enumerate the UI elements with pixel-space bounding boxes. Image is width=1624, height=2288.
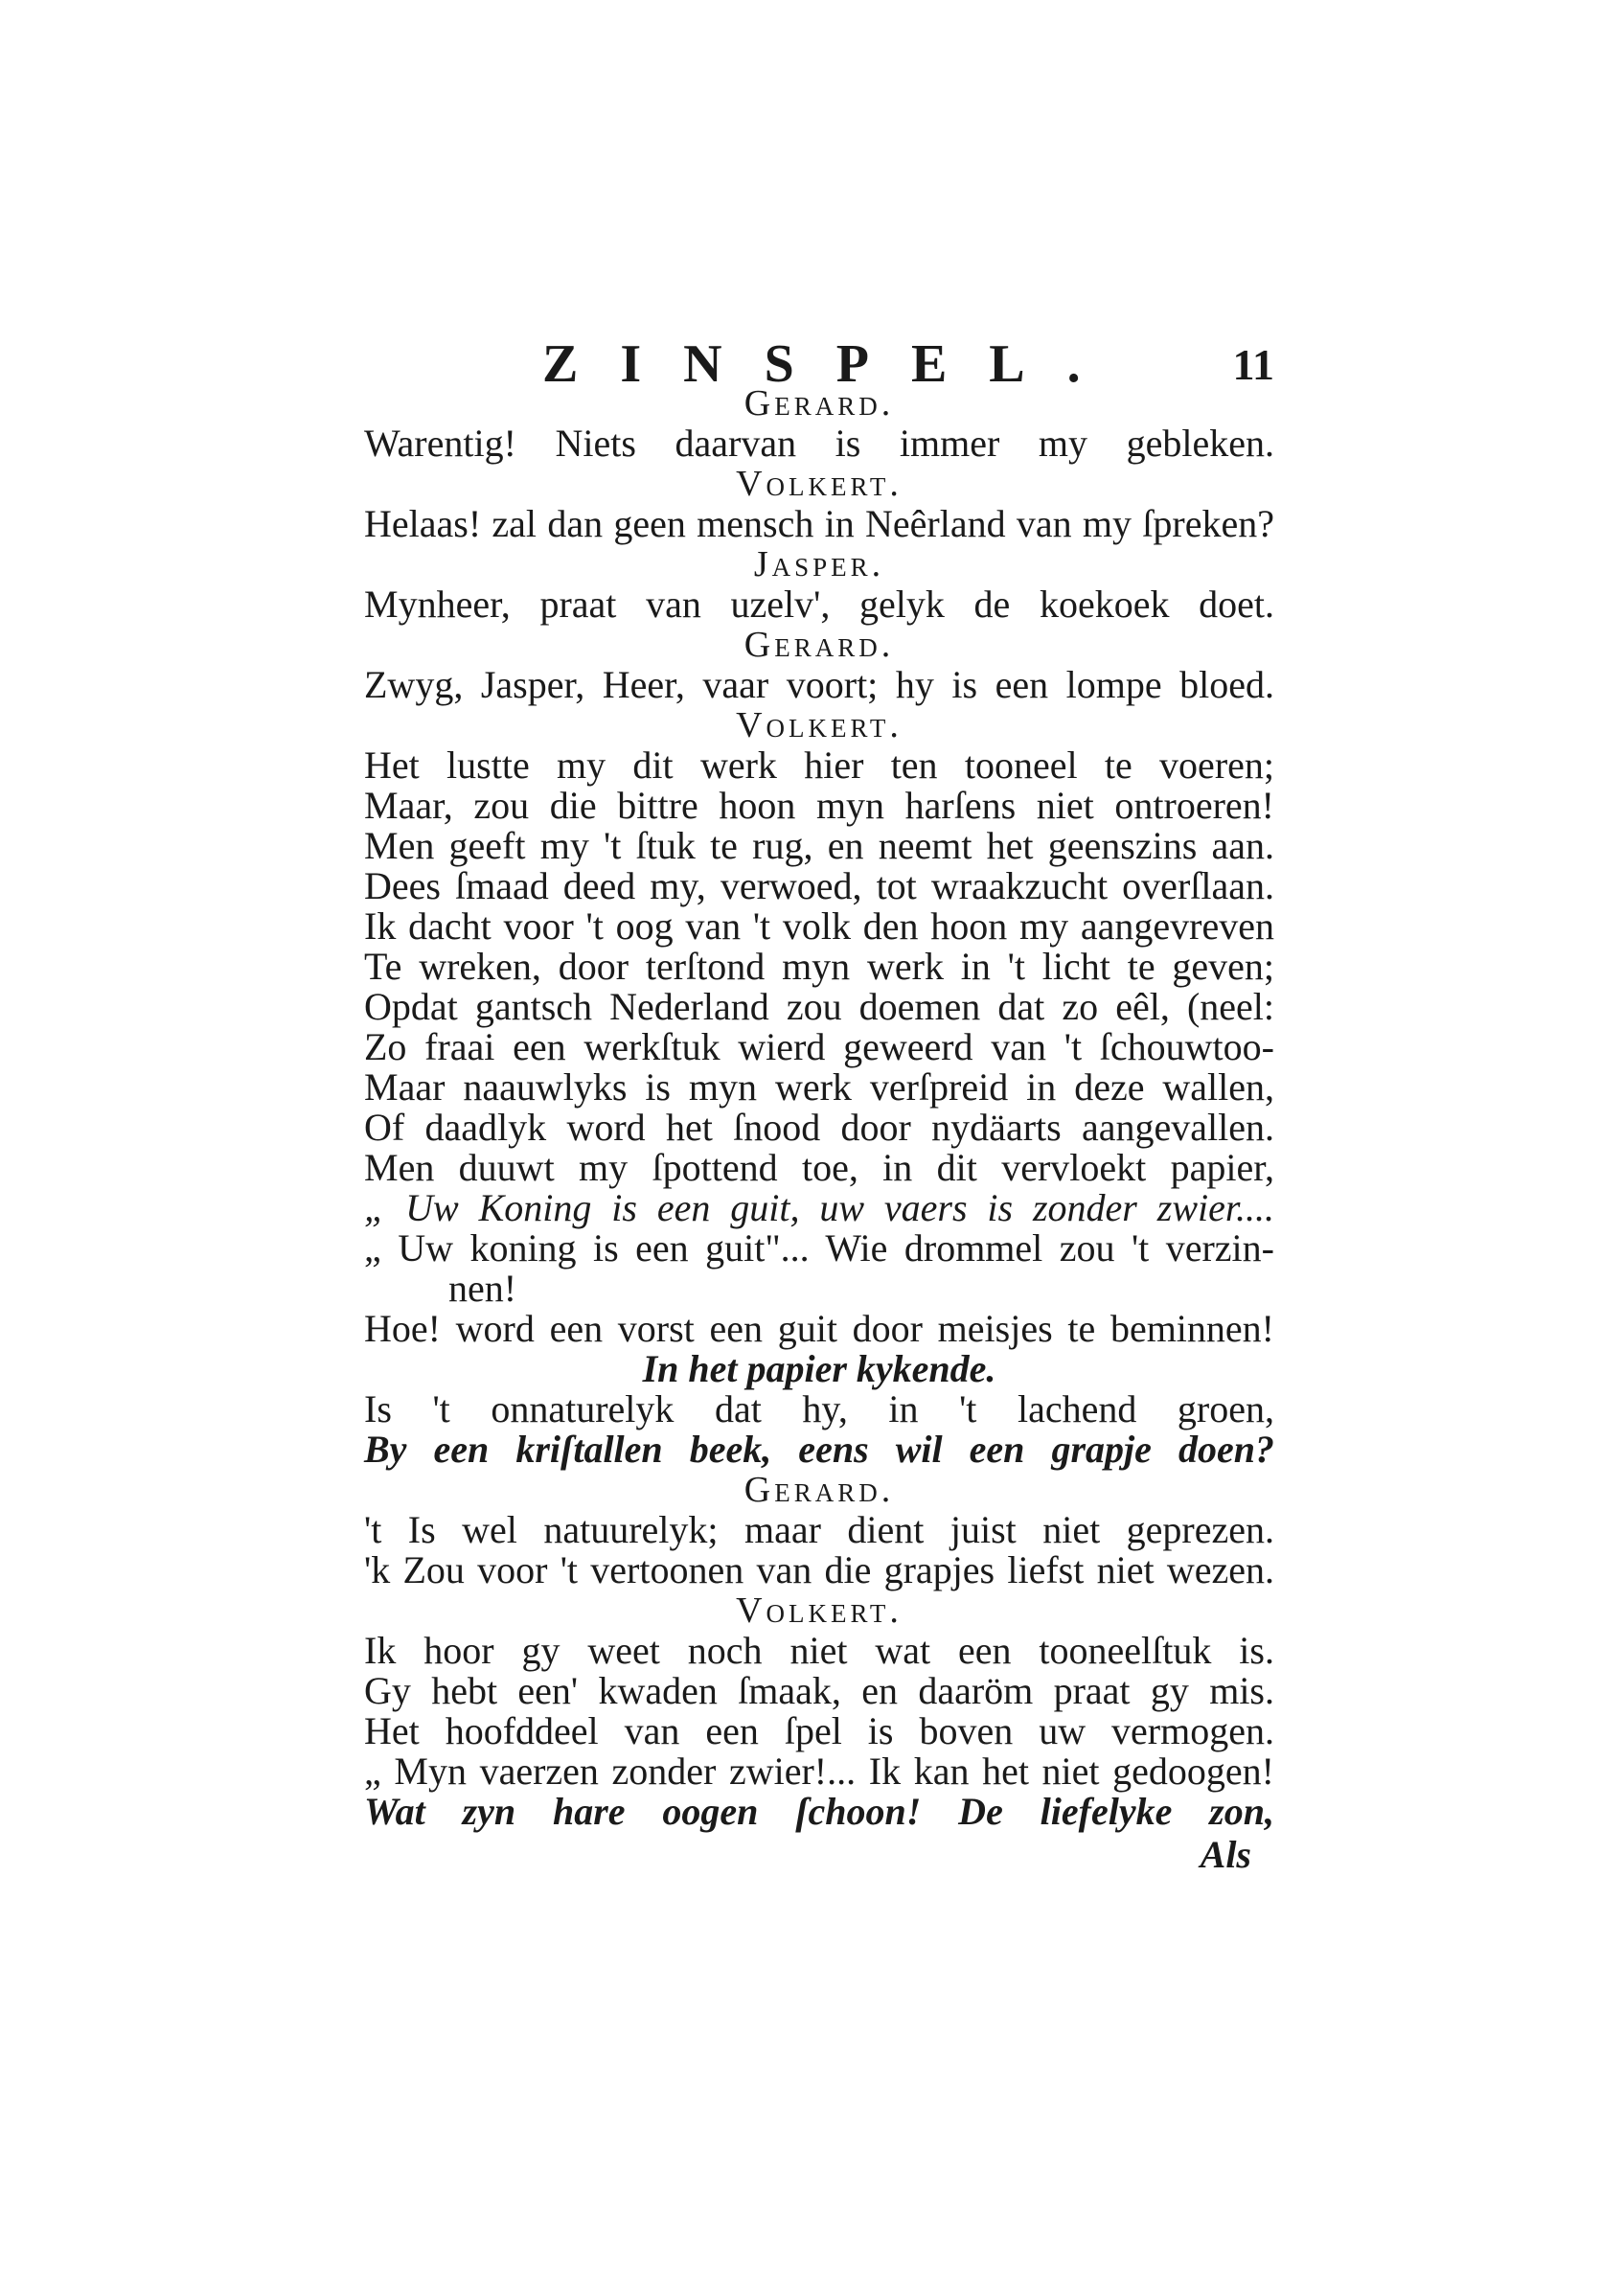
verse-line: Mynheer, praat van uzelv', gelyk de koekoek doet. [364, 583, 1274, 626]
speaker-name: Gerard. [743, 1470, 895, 1510]
verse-line: Dees ſmaad deed my, verwoed, tot wraakzucht overſlaan. [364, 864, 1274, 907]
speaker-name: Volkert. [736, 705, 903, 745]
speaker-name: Volkert. [736, 464, 903, 504]
verse-line: Hoe! word een vorst een guit door meisjes te beminnen! [364, 1307, 1274, 1350]
page-header [364, 333, 1274, 394]
verse-line: Warentig! Niets daarvan is immer my gebleken. [364, 422, 1274, 465]
stage-direction: In het papier kykende. [642, 1347, 996, 1390]
verse-line: Maar, zou die bittre hoon myn harſens niet ontroeren! [364, 784, 1274, 827]
quoted-verse-line: Wat zyn hare oogen ſchoon! De liefelyke zon, [364, 1790, 1274, 1833]
verse-line: Opdat gantsch Nederland zou doemen dat zo eêl, (neel: [364, 985, 1274, 1028]
quoted-verse-line: „ Uw Koning is een guit, uw vaers is zonder zwier.... [364, 1186, 1274, 1229]
verse-line: Maar naauwlyks is myn werk verſpreid in deze wallen, [364, 1065, 1274, 1109]
verse-line: Ik dacht voor 't oog van 't volk den hoon my aangevreven [364, 904, 1274, 948]
catchword: Als [1200, 1833, 1251, 1876]
verse-line: Gy hebt een' kwaden ſmaak, en daaröm praat gy mis. [364, 1669, 1274, 1712]
speaker-name: Gerard. [743, 383, 895, 423]
running-title: ZINSPEL. [542, 334, 1123, 394]
verse-line: Men duuwt my ſpottend toe, in dit vervloekt papier, [364, 1146, 1274, 1189]
verse-line-continuation: nen! [448, 1267, 517, 1310]
verse-line: 't Is wel natuurelyk; maar dient juist niet geprezen. [364, 1508, 1274, 1551]
quoted-verse-line: By een kriſtallen beek, eens wil een grapje doen? [364, 1428, 1274, 1471]
speaker-name: Jasper. [753, 544, 885, 584]
page-number: 11 [1232, 340, 1274, 389]
verse-line: Het hoofddeel van een ſpel is boven uw vermogen. [364, 1709, 1274, 1752]
speaker-name: Gerard. [743, 625, 895, 665]
speaker-name: Volkert. [736, 1590, 903, 1631]
play-text [364, 383, 1274, 1878]
verse-line: 'k Zou voor 't vertoonen van die grapjes liefst niet wezen. [364, 1548, 1274, 1591]
verse-line: Het lustte my dit werk hier ten tooneel te voeren; [364, 744, 1274, 787]
verse-line: Of daadlyk word het ſnood door nydäarts aangevallen. [364, 1106, 1274, 1149]
verse-line: „ Uw koning is een guit"... Wie drommel zou 't verzin- [364, 1226, 1274, 1270]
verse-line: Men geeft my 't ſtuk te rug, en neemt het geenszins aan. [364, 824, 1274, 867]
verse-line: Helaas! zal dan geen mensch in Neêrland van my ſpreken? [364, 502, 1274, 545]
verse-line: Zo fraai een werkſtuk wierd geweerd van 't ſchouwtoo- [364, 1025, 1274, 1068]
verse-line: Ik hoor gy weet noch niet wat een tooneelſtuk is. [364, 1629, 1274, 1672]
verse-line: „ Myn vaerzen zonder zwier!... Ik kan het niet gedoogen! [364, 1750, 1274, 1793]
verse-line: Is 't onnaturelyk dat hy, in 't lachend groen, [364, 1387, 1274, 1430]
verse-line: Zwyg, Jasper, Heer, vaar voort; hy is een lompe bloed. [364, 663, 1274, 706]
verse-line: Te wreken, door terſtond myn werk in 't licht te geven; [364, 945, 1274, 988]
